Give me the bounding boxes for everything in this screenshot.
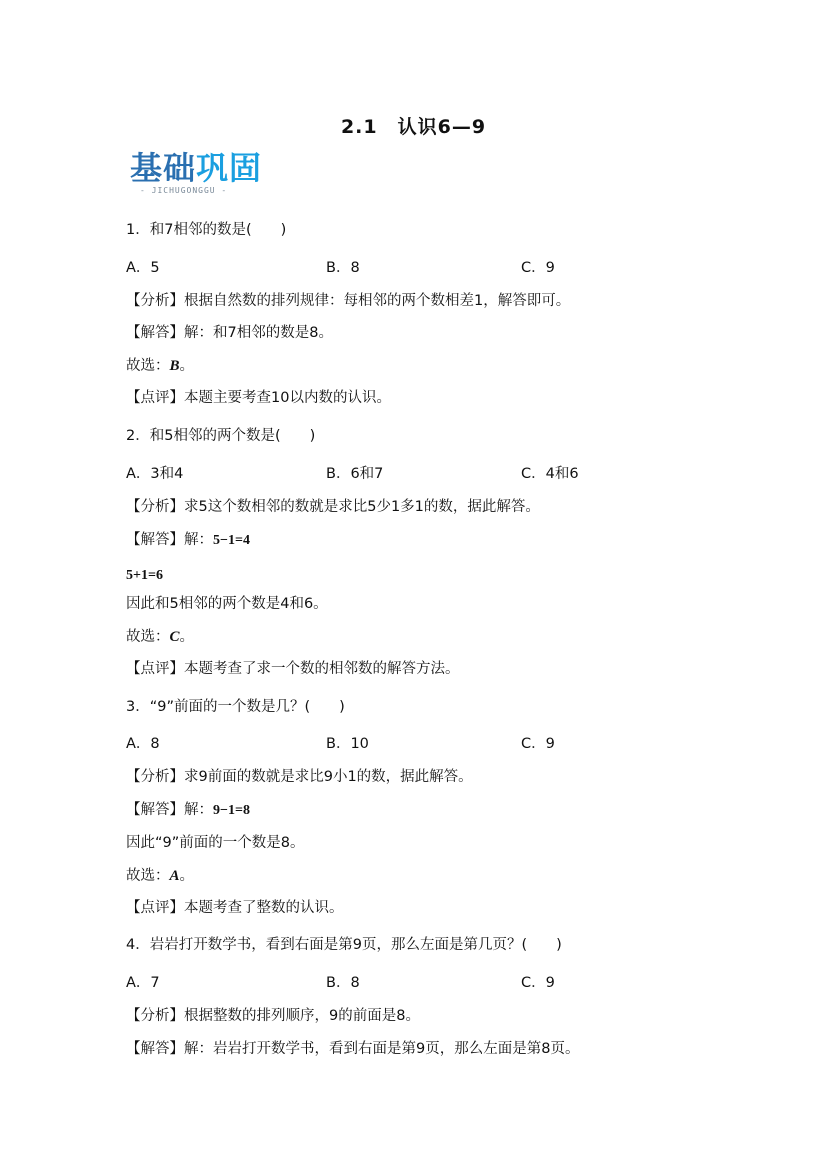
q3-option-c: C．9: [521, 736, 555, 752]
q2-conclusion: 因此和5相邻的两个数是4和6。: [126, 596, 328, 612]
q4-question: 4．岩岩打开数学书，看到右面是第9页，那么左面是第几页？( ): [126, 937, 562, 953]
q2-formula-2: 5+1=6: [126, 568, 163, 583]
q1-analysis: 【分析】根据自然数的排列规律：每相邻的两个数相差1，解答即可。: [126, 293, 571, 309]
q2-answer: 【解答】解：5−1=4: [126, 532, 250, 548]
q4-analysis: 【分析】根据整数的排列顺序，9的前面是8。: [126, 1008, 420, 1024]
page-title: 2.1 认识6—9: [340, 116, 487, 138]
q1-answer: 【解答】解：和7相邻的数是8。: [126, 325, 333, 341]
q3-conclusion: 因此“9”前面的一个数是8。: [126, 835, 305, 851]
q2-analysis: 【分析】求5这个数相邻的数就是求比5少1多1的数，据此解答。: [126, 499, 540, 515]
q1-option-a: A．5: [126, 260, 160, 276]
q2-choice: 故选：C。: [126, 629, 195, 645]
q3-choice: 故选：A。: [126, 868, 195, 884]
q1-question: 1．和7相邻的数是( ): [126, 222, 287, 238]
q1-option-c: C．9: [521, 260, 555, 276]
q4-answer: 【解答】解：岩岩打开数学书，看到右面是第9页，那么左面是第8页。: [126, 1041, 580, 1057]
q2-option-b: B．6和7: [326, 466, 384, 482]
section-logo: [130, 150, 280, 198]
q1-choice: 故选：B。: [126, 358, 195, 374]
q3-analysis: 【分析】求9前面的数就是求比9小1的数，据此解答。: [126, 769, 473, 785]
q1-choice-letter: B: [169, 358, 180, 374]
logo-subtitle: - JICHUGONGGU -: [140, 186, 228, 195]
q2-question: 2．和5相邻的两个数是( ): [126, 428, 316, 444]
q4-option-c: C．9: [521, 975, 555, 991]
q4-option-a: A．7: [126, 975, 160, 991]
logo-text-b: 巩固: [196, 149, 263, 187]
q3-choice-letter: A: [169, 868, 180, 884]
q3-question: 3．“9”前面的一个数是几？( ): [126, 699, 345, 715]
q2-comment: 【点评】本题考查了求一个数的相邻数的解答方法。: [126, 661, 460, 677]
q3-comment: 【点评】本题考查了整数的认识。: [126, 900, 344, 916]
q4-option-b: B．8: [326, 975, 360, 991]
q2-formula-2-line: [126, 565, 163, 586]
q1-option-b: B．8: [326, 260, 360, 276]
q3-option-b: B．10: [326, 736, 369, 752]
logo-text-a: 基础: [130, 149, 197, 187]
q2-choice-letter: C: [169, 629, 180, 645]
q2-option-a: A．3和4: [126, 466, 184, 482]
q1-comment: 【点评】本题主要考查10以内数的认识。: [126, 390, 391, 406]
q3-formula-1: 9−1=8: [213, 803, 250, 818]
q2-formula-1: 5−1=4: [213, 533, 250, 548]
q3-option-a: A．8: [126, 736, 160, 752]
q2-option-c: C．4和6: [521, 466, 579, 482]
q3-answer: 【解答】解：9−1=8: [126, 802, 250, 818]
